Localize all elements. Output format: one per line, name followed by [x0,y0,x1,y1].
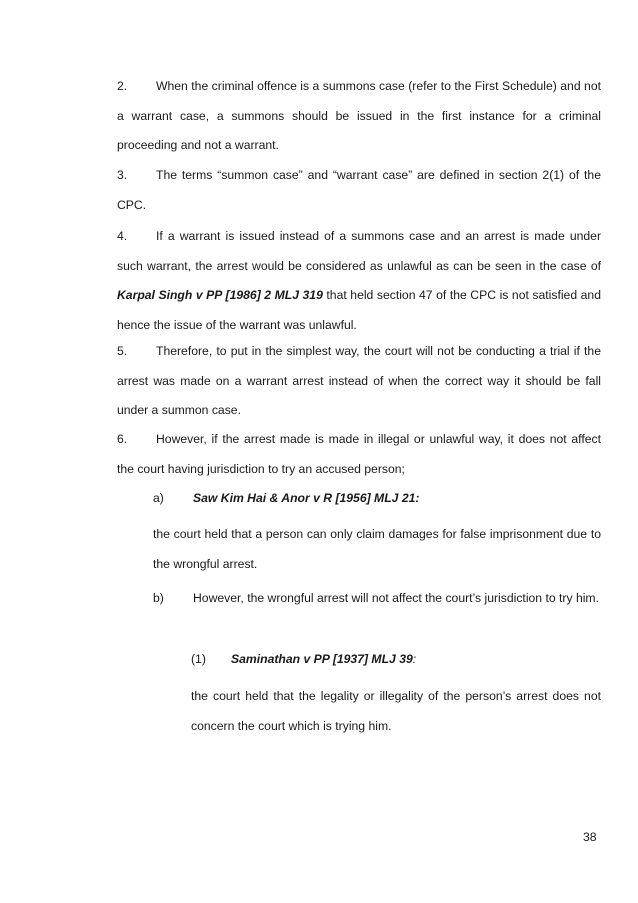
sub-item-number: b) [153,591,164,605]
paragraph-number: 5. [117,344,128,358]
paragraph-text: If a warrant is issued instead of a summons case and an arrest is made under such warrant, the arrest would be considered as unlawful as can be seen in the case of [117,229,601,273]
paragraph-text: The terms “summon case” and “warrant case” are defined in section 2(1) of the CPC. [117,168,601,212]
sub-item-b [153,584,601,614]
sub-item-a [153,484,601,514]
paragraph-3 [117,161,601,220]
case-citation-suffix: : [412,652,417,666]
sub-sub-item-1-holding [191,682,601,741]
paragraph-4 [117,222,601,340]
sub-item-number: a) [153,491,164,505]
paragraph-number: 2. [117,79,128,93]
paragraph-text: that held section 47 of the CPC is not satisfied and hence the issue of the warrant was unlawful. [117,288,601,332]
paragraph-number: 4. [117,229,128,243]
paragraph-text: When the criminal offence is a summons case (refer to the First Schedule) and not a warrant case, a summons should be issued in the first instance for a criminal proceeding and not a warrant. [117,79,601,152]
sub-item-text: However, the wrongful arrest will not affect the court’s jurisdiction to try him. [193,591,599,605]
holding-text: the court held that a person can only claim damages for false imprisonment due to the wrongful arrest. [153,527,601,571]
sub-sub-item-1 [191,645,601,675]
case-citation: Saminathan v PP [1937] MLJ 39 [231,652,413,666]
paragraph-text: Therefore, to put in the simplest way, the court will not be conducting a trial if the arrest was made on a warrant arrest instead of when the correct way it should be fall under a summon case. [117,344,601,417]
page-number: 38 [583,830,597,844]
case-citation: Karpal Singh v PP [1986] 2 MLJ 319 [117,288,323,302]
paragraph-text: However, if the arrest made is made in illegal or unlawful way, it does not affect the court having jurisdiction to try an accused person; [117,432,601,476]
paragraph-number: 3. [117,168,128,182]
paragraph-2 [117,72,601,161]
sub-sub-item-number: (1) [191,652,206,666]
holding-text: the court held that the legality or illegality of the person’s arrest does not concern the court which is trying him. [191,689,601,733]
paragraph-6 [117,425,601,484]
paragraph-number: 6. [117,432,128,446]
paragraph-5 [117,337,601,426]
sub-item-a-holding [153,520,601,579]
case-citation: Saw Kim Hai & Anor v R [1956] MLJ 21: [193,491,420,505]
